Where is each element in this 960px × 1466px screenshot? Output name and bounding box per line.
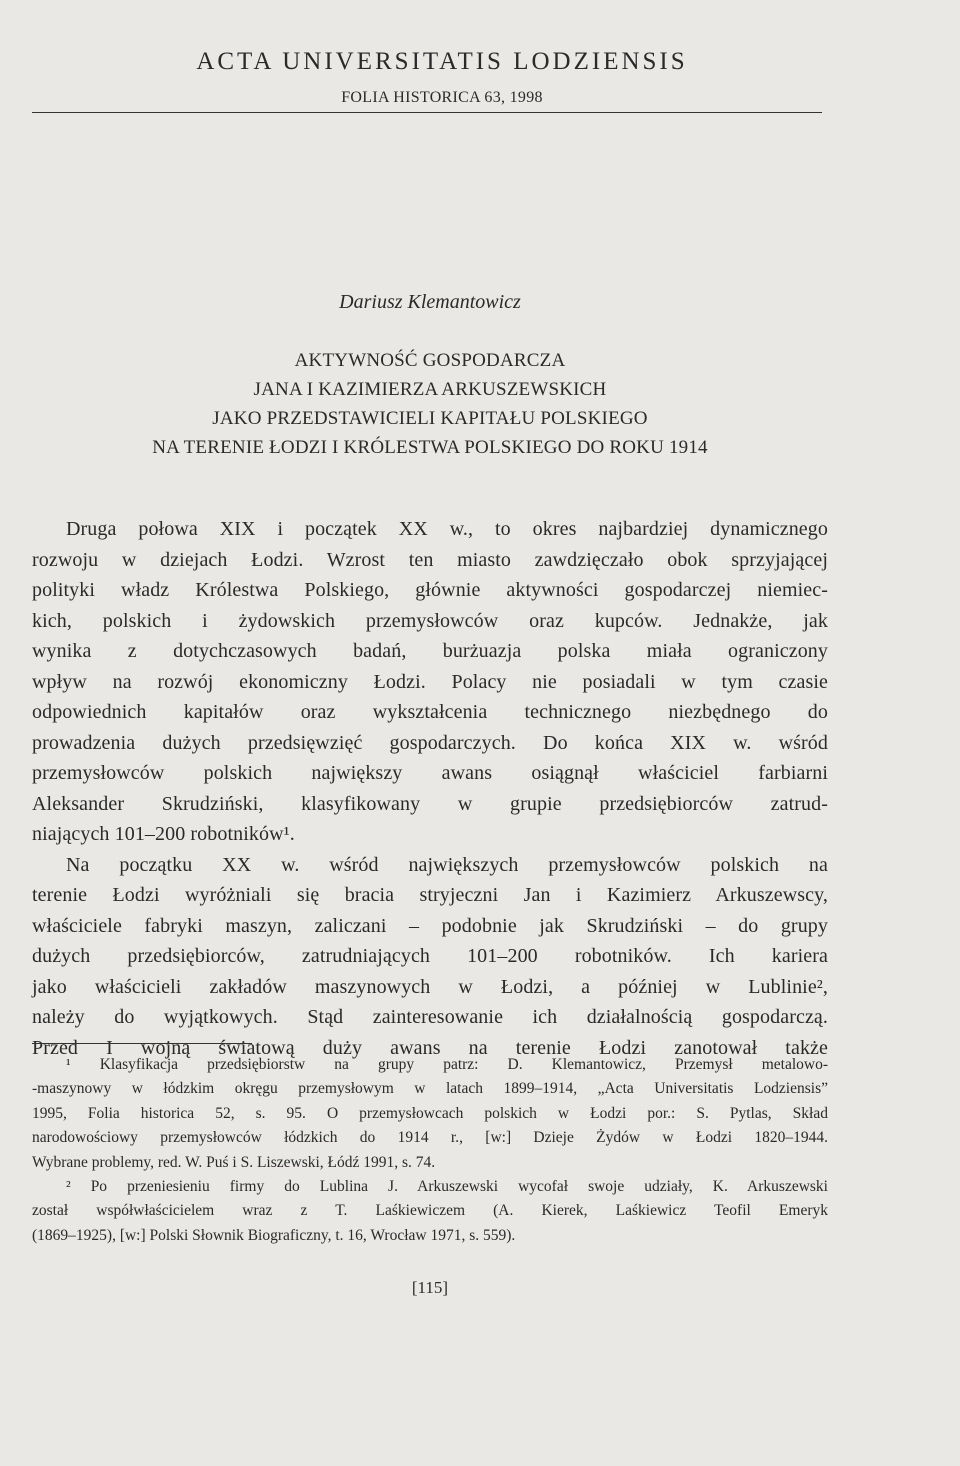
body-line: Przed I wojną światową duży awans na terenie Łodzi zanotował także xyxy=(32,1036,828,1059)
body-line: należy do wyjątkowych. Stąd zainteresowanie ich działalnością gospodarczą. xyxy=(32,1006,828,1028)
body-line: niających 101–200 robotników¹. xyxy=(32,823,295,845)
title-line: AKTYWNOŚĆ GOSPODARCZA xyxy=(294,350,566,371)
footnote-line: narodowościowy przemysłowców łódzkich do 1914 r., [w:] Dzieje Żydów w Łodzi 1820–1944. xyxy=(32,1129,828,1147)
footnote-line: (1869–1925), [w:] Polski Słownik Biograficzny, t. 16, Wrocław 1971, s. 559). xyxy=(32,1226,516,1244)
body-line: Aleksander Skrudziński, klasyfikowany w grupie przedsiębiorców zatrud- xyxy=(32,792,828,815)
title-line: JANA I KAZIMIERZA ARKUSZEWSKICH xyxy=(253,379,607,400)
journal-page xyxy=(32,0,828,1466)
body-line: Druga połowa XIX i początek XX w., to okres najbardziej dynamicznego xyxy=(66,518,828,540)
body-line: Na początku XX w. wśród największych przemysłowców polskich na xyxy=(66,853,828,876)
journal-series: FOLIA HISTORICA 63, 1998 xyxy=(341,89,543,106)
page-number: [115] xyxy=(411,1278,449,1297)
article-body xyxy=(32,514,828,1063)
body-line: terenie Łodzi wyróżniali się bracia stryjeczni Jan i Kazimierz Arkuszewscy, xyxy=(32,884,828,906)
journal-title: ACTA UNIVERSITATIS LODZIENSIS xyxy=(196,48,688,75)
body-line: dużych przedsiębiorców, zatrudniających 101–200 robotników. Ich kariera xyxy=(32,945,828,967)
footnote-line: -maszynowy w łódzkim okręgu przemysłowym w latach 1899–1914, „Acta Universitatis Lodziensis” xyxy=(32,1080,828,1098)
footnote-rule xyxy=(32,1043,252,1044)
body-line: wynika z dotychczasowych badań, burżuazja polska miała ograniczony xyxy=(32,640,828,662)
title-line: NA TERENIE ŁODZI I KRÓLESTWA POLSKIEGO DO ROKU 1914 xyxy=(152,437,708,458)
body-line: przemysłowców polskich największy awans osiągnął właściciel farbiarni xyxy=(32,762,828,784)
footnote-line: ² Po przeniesieniu firmy do Lublina J. Arkuszewski wycofał swoje udziały, K. Arkuszewski xyxy=(66,1177,828,1195)
title-line: JAKO PRZEDSTAWICIELI KAPITAŁU POLSKIEGO xyxy=(212,408,648,429)
body-line: kich, polskich i żydowskich przemysłowców oraz kupców. Jednakże, jak xyxy=(32,609,828,632)
body-line: właściciele fabryki maszyn, zaliczani – podobnie jak Skrudziński – do grupy xyxy=(32,914,828,937)
body-line: jako właścicieli zakładów maszynowych w Łodzi, a później w Lublinie², xyxy=(32,975,828,998)
header-rule xyxy=(32,112,822,113)
body-line: odpowiednich kapitałów oraz wykształcenia technicznego niezbędnego do xyxy=(32,701,828,723)
article-author: Dariusz Klemantowicz xyxy=(339,291,521,313)
footnote-line: 1995, Folia historica 52, s. 95. O przemysłowcach polskich w Łodzi por.: S. Pytlas, Skład xyxy=(32,1104,828,1122)
footnote-line: został współwłaścicielem wraz z T. Laśkiewiczem (A. Kierek, Laśkiewicz Teofil Emeryk xyxy=(32,1202,828,1220)
footnote-line: ¹ Klasyfikacja przedsiębiorstw na grupy patrz: D. Klemantowicz, Przemysł metalowo- xyxy=(66,1056,828,1073)
body-line: prowadzenia dużych przedsięwzięć gospodarczych. Do końca XIX w. wśród xyxy=(32,731,828,754)
body-line: wpływ na rozwój ekonomiczny Łodzi. Polacy nie posiadali w tym czasie xyxy=(32,670,828,693)
body-line: rozwoju w dziejach Łodzi. Wzrost ten miasto zawdzięczało obok sprzyjającej xyxy=(32,548,828,571)
article-title xyxy=(32,346,828,462)
footnotes xyxy=(32,1053,828,1248)
footnote-line: Wybrane problemy, red. W. Puś i S. Liszewski, Łódź 1991, s. 74. xyxy=(32,1153,436,1171)
body-line: polityki władz Królestwa Polskiego, głównie aktywności gospodarczej niemiec- xyxy=(32,579,828,601)
